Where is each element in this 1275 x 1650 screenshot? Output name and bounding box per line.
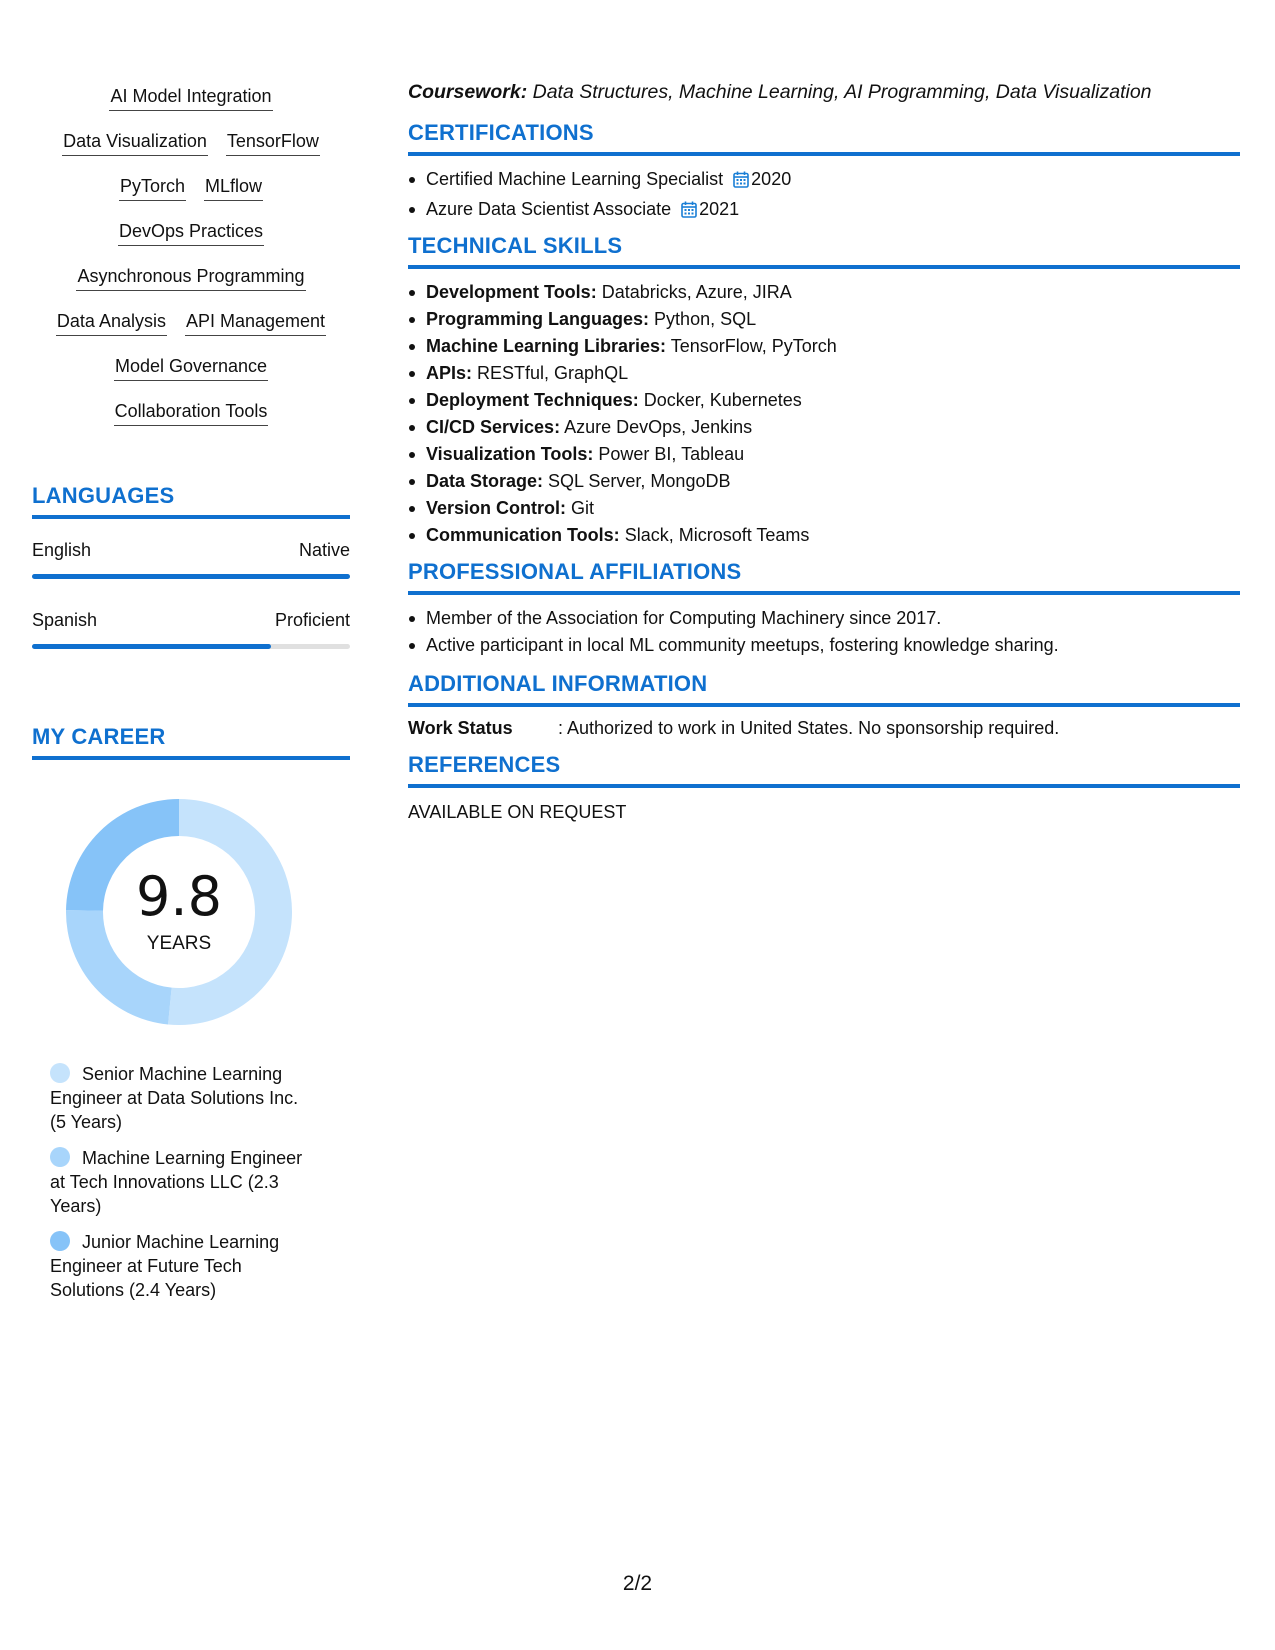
- skill-row: [32, 309, 350, 354]
- skill-row: [32, 264, 350, 309]
- career-legend: [50, 1062, 312, 1314]
- languages-list: [32, 539, 350, 657]
- technical-skills-list: [408, 279, 1240, 549]
- technical-skill-value: Databricks, Azure, JIRA: [601, 282, 792, 302]
- language-name: Spanish: [32, 610, 98, 630]
- language-head: [32, 539, 350, 561]
- skill-tag: API Management: [185, 309, 326, 336]
- technical-skill-value: Azure DevOps, Jenkins: [564, 417, 753, 437]
- language-progress-fill: [32, 644, 271, 649]
- technical-skill-value: TensorFlow, PyTorch: [670, 336, 837, 356]
- technical-skills-title: TECHNICAL SKILLS: [408, 233, 1240, 269]
- career-title: MY CAREER: [32, 724, 350, 760]
- technical-skill-item: [426, 495, 1240, 522]
- career-legend-text: Junior Machine Learning Engineer at Future Tech Solutions (2.4 Years): [50, 1232, 280, 1300]
- technical-skill-item: [426, 279, 1240, 306]
- language-progress-bar: [32, 644, 350, 649]
- references-text: AVAILABLE ON REQUEST: [408, 802, 627, 822]
- career-legend-item: [50, 1146, 312, 1218]
- technical-skill-label: APIs:: [426, 363, 473, 383]
- skill-tag: MLflow: [204, 174, 263, 201]
- skill-tag: Asynchronous Programming: [76, 264, 305, 291]
- legend-dot-icon: [50, 1231, 70, 1251]
- career-years-label: YEARS: [146, 933, 212, 954]
- technical-skill-label: Version Control:: [426, 498, 567, 518]
- language-item: [32, 539, 350, 587]
- technical-skill-value: Python, SQL: [654, 309, 757, 329]
- career-legend-text: Senior Machine Learning Engineer at Data Solutions Inc. (5 Years): [50, 1064, 299, 1132]
- skill-row: [32, 219, 350, 264]
- legend-dot-icon: [50, 1147, 70, 1167]
- work-status-label: Work Status: [408, 718, 513, 738]
- technical-skill-item: [426, 468, 1240, 495]
- language-name: English: [32, 540, 92, 560]
- career-legend-item: [50, 1230, 312, 1302]
- career-legend-text: Machine Learning Engineer at Tech Innovations LLC (2.3 Years): [50, 1148, 303, 1216]
- skill-tag: PyTorch: [119, 174, 186, 201]
- additional-info-section: [408, 671, 1240, 739]
- technical-skills-section: [408, 233, 1240, 549]
- technical-skill-value: Slack, Microsoft Teams: [624, 525, 810, 545]
- calendar-icon: [733, 169, 749, 196]
- skill-tag: Model Governance: [114, 354, 268, 381]
- technical-skill-value: Power BI, Tableau: [598, 444, 745, 464]
- technical-skill-value: Docker, Kubernetes: [643, 390, 802, 410]
- legend-dot-icon: [50, 1063, 70, 1083]
- career-total-years: 9.8: [136, 865, 222, 928]
- certifications-list: [408, 166, 1240, 226]
- skill-row: [32, 354, 350, 399]
- technical-skill-label: Visualization Tools:: [426, 444, 594, 464]
- certification-year: 2020: [751, 169, 792, 189]
- technical-skill-item: [426, 387, 1240, 414]
- technical-skill-label: Machine Learning Libraries:: [426, 336, 667, 356]
- technical-skill-label: Communication Tools:: [426, 525, 620, 545]
- technical-skill-value: SQL Server, MongoDB: [548, 471, 731, 491]
- languages-title: LANGUAGES: [32, 483, 350, 519]
- page-number: 2/2: [622, 1572, 653, 1595]
- career-section: [32, 724, 350, 1300]
- additional-info-title: ADDITIONAL INFORMATION: [408, 671, 1240, 707]
- affiliation-item: Member of the Association for Computing Machinery since 2017.: [426, 605, 1240, 632]
- affiliation-item: Active participant in local ML community meetups, fostering knowledge sharing.: [426, 632, 1240, 659]
- certification-name: Azure Data Scientist Associate: [426, 199, 672, 219]
- calendar-icon: [681, 199, 697, 226]
- certifications-section: [408, 120, 1240, 226]
- technical-skill-item: [426, 333, 1240, 360]
- language-level: Native: [298, 540, 350, 560]
- skill-tag: AI Model Integration: [109, 84, 272, 111]
- skill-tag: DevOps Practices: [118, 219, 264, 246]
- language-progress-fill: [32, 574, 350, 579]
- skill-tag: Data Visualization: [62, 129, 208, 156]
- skill-row: [32, 399, 350, 444]
- coursework-label: Coursework:: [408, 81, 528, 103]
- skill-tag: Collaboration Tools: [114, 399, 269, 426]
- language-progress-bar: [32, 574, 350, 579]
- technical-skill-item: [426, 360, 1240, 387]
- career-legend-item: [50, 1062, 312, 1134]
- technical-skill-item: [426, 522, 1240, 549]
- language-head: [32, 609, 350, 631]
- skills-tags: [32, 84, 350, 444]
- work-status-line: [408, 717, 1240, 739]
- affiliations-title: PROFESSIONAL AFFILIATIONS: [408, 559, 1240, 595]
- certifications-title: CERTIFICATIONS: [408, 120, 1240, 156]
- technical-skill-label: Development Tools:: [426, 282, 597, 302]
- references-section: [408, 752, 1240, 823]
- affiliations-section: [408, 559, 1240, 659]
- certification-year: 2021: [699, 199, 740, 219]
- technical-skill-value: RESTful, GraphQL: [477, 363, 629, 383]
- technical-skill-value: Git: [571, 498, 595, 518]
- certification-item: [426, 166, 1240, 196]
- technical-skill-item: [426, 441, 1240, 468]
- skill-row: [32, 174, 350, 219]
- certification-name: Certified Machine Learning Specialist: [426, 169, 724, 189]
- skill-row: [32, 129, 350, 174]
- technical-skill-label: CI/CD Services:: [426, 417, 561, 437]
- technical-skill-item: [426, 306, 1240, 333]
- coursework-text: Data Structures, Machine Learning, AI Programming, Data Visualization: [532, 81, 1152, 103]
- language-item: [32, 609, 350, 657]
- references-title: REFERENCES: [408, 752, 1240, 788]
- skill-tag: Data Analysis: [56, 309, 167, 336]
- technical-skill-item: [426, 414, 1240, 441]
- technical-skill-label: Data Storage:: [426, 471, 544, 491]
- technical-skill-label: Programming Languages:: [426, 309, 650, 329]
- languages-section: [32, 483, 350, 657]
- technical-skill-label: Deployment Techniques:: [426, 390, 639, 410]
- certification-item: [426, 196, 1240, 226]
- skill-tag: TensorFlow: [226, 129, 320, 156]
- career-donut-chart: [66, 799, 292, 1025]
- affiliations-list: [408, 605, 1240, 659]
- language-level: Proficient: [274, 610, 350, 630]
- work-status-value: : Authorized to work in United States. No sponsorship required.: [558, 718, 1060, 738]
- skill-row: [32, 84, 350, 129]
- coursework-line: [408, 79, 1152, 105]
